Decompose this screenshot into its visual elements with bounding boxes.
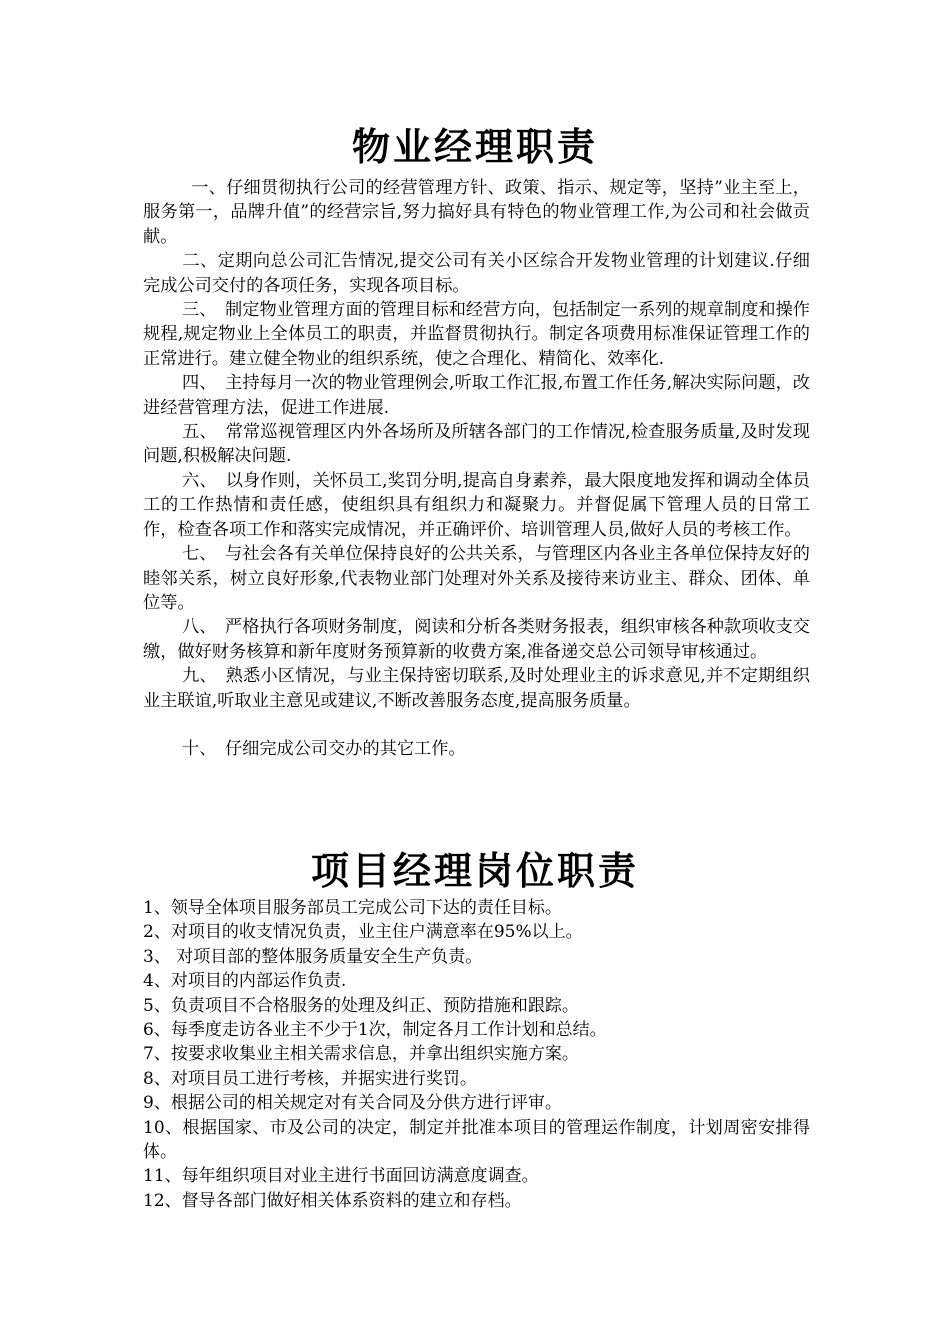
list-item: 8、对项目员工进行考核，并据实进行奖罚。 (143, 1068, 477, 1089)
list-item: 7、按要求收集业主相关需求信息，并拿出组织实施方案。 (143, 1044, 579, 1065)
list-item: 2、对项目的收支情况负责，业主住户满意率在95%以上。 (143, 922, 583, 943)
list-item: 12、督导各部门做好相关体系资料的建立和存档。 (143, 1190, 522, 1211)
duty-paragraph-6: 六、 以身作则，关怀员工,奖罚分明,提高自身素养，最大限度地发挥和调动全体员工的工作热情和责任感，使组织具有组织力和凝聚力。并督促属下管理人员的日常工作，检查各项工作和落实完成情况，并正确评价、培训管理人员,做好人员的考核工作。 (143, 470, 810, 540)
list-item: 5、负责项目不合格服务的处理及纠正、预防措施和跟踪。 (143, 995, 579, 1016)
list-item: 3、 对项目部的整体服务质量安全生产负责。 (143, 946, 483, 967)
duty-paragraph-2: 二、定期向总公司汇告情况,提交公司有关小区综合开发物业管理的计划建议.仔细完成公司交付的各项任务，实现各项目标。 (143, 251, 810, 296)
project-manager-duties-title: 项目经理岗位职责 (310, 848, 639, 893)
list-item: 1、领导全体项目服务部员工完成公司下达的责任目标。 (143, 898, 562, 918)
duty-paragraph-5: 五、 常常巡视管理区内外各场所及所辖各部门的工作情况,检查服务质量,及时发现问题,积极解决问题. (143, 422, 810, 467)
property-manager-duties-section (143, 176, 810, 761)
list-item: 6、每季度走访各业主不少于1次，制定各月工作计划和总结。 (143, 1020, 607, 1041)
duty-paragraph-1: 一、仔细贯彻执行公司的经营管理方针、政策、指示、规定等，坚持”业主至上，服务第一，品牌升值”的经营宗旨,努力搞好具有特色的物业管理工作,为公司和社会做贡献。 (143, 178, 810, 247)
duty-paragraph-8: 八、 严格执行各项财务制度，阅读和分析各类财务报表，组织审核各种款项收支交缴，做好财务核算和新年度财务预算新的收费方案,准备递交总公司领导审核通过。 (143, 617, 810, 662)
list-item: 4、对项目的内部运作负责. (143, 971, 347, 992)
duty-paragraph-4: 四、 主持每月一次的物业管理例会,听取工作汇报,布置工作任务,解决实际问题，改进经营管理方法，促进工作进展. (143, 373, 810, 418)
duty-paragraph-3: 三、 制定物业管理方面的管理目标和经营方向，包括制定一系列的规章制度和操作规程,规定物业上全体员工的职责，并监督贯彻执行。制定各项费用标准保证管理工作的正常进行。建立健全物业的组织系统，使之合理化、精简化、效率化. (143, 300, 810, 369)
project-manager-duties-list (143, 896, 810, 1213)
list-item: 9、根据公司的相关规定对有关合同及分供方进行评审。 (143, 1093, 562, 1114)
duty-paragraph-10: 十、 仔细完成公司交办的其它工作。 (182, 738, 466, 759)
list-item: 10、根据国家、市及公司的决定，制定并批准本项目的管理运作制度，计划周密安排得体。 (143, 1117, 810, 1163)
list-item: 11、每年组织项目对业主进行书面回访满意度调查。 (143, 1166, 539, 1187)
paragraph-spacer (143, 713, 810, 737)
property-manager-duties-title: 物业经理职责 (351, 124, 598, 169)
duty-paragraph-7: 七、 与社会各有关单位保持良好的公共关系，与管理区内各业主各单位保持友好的睦邻关系，树立良好形象,代表物业部门处理对外关系及接待来访业主、群众、团体、单位等。 (143, 544, 810, 613)
duty-paragraph-9: 九、 熟悉小区情况，与业主保持密切联系,及时处理业主的诉求意见,并不定期组织业主联谊,听取业主意见或建议,不断改善服务态度,提高服务质量。 (143, 666, 810, 711)
